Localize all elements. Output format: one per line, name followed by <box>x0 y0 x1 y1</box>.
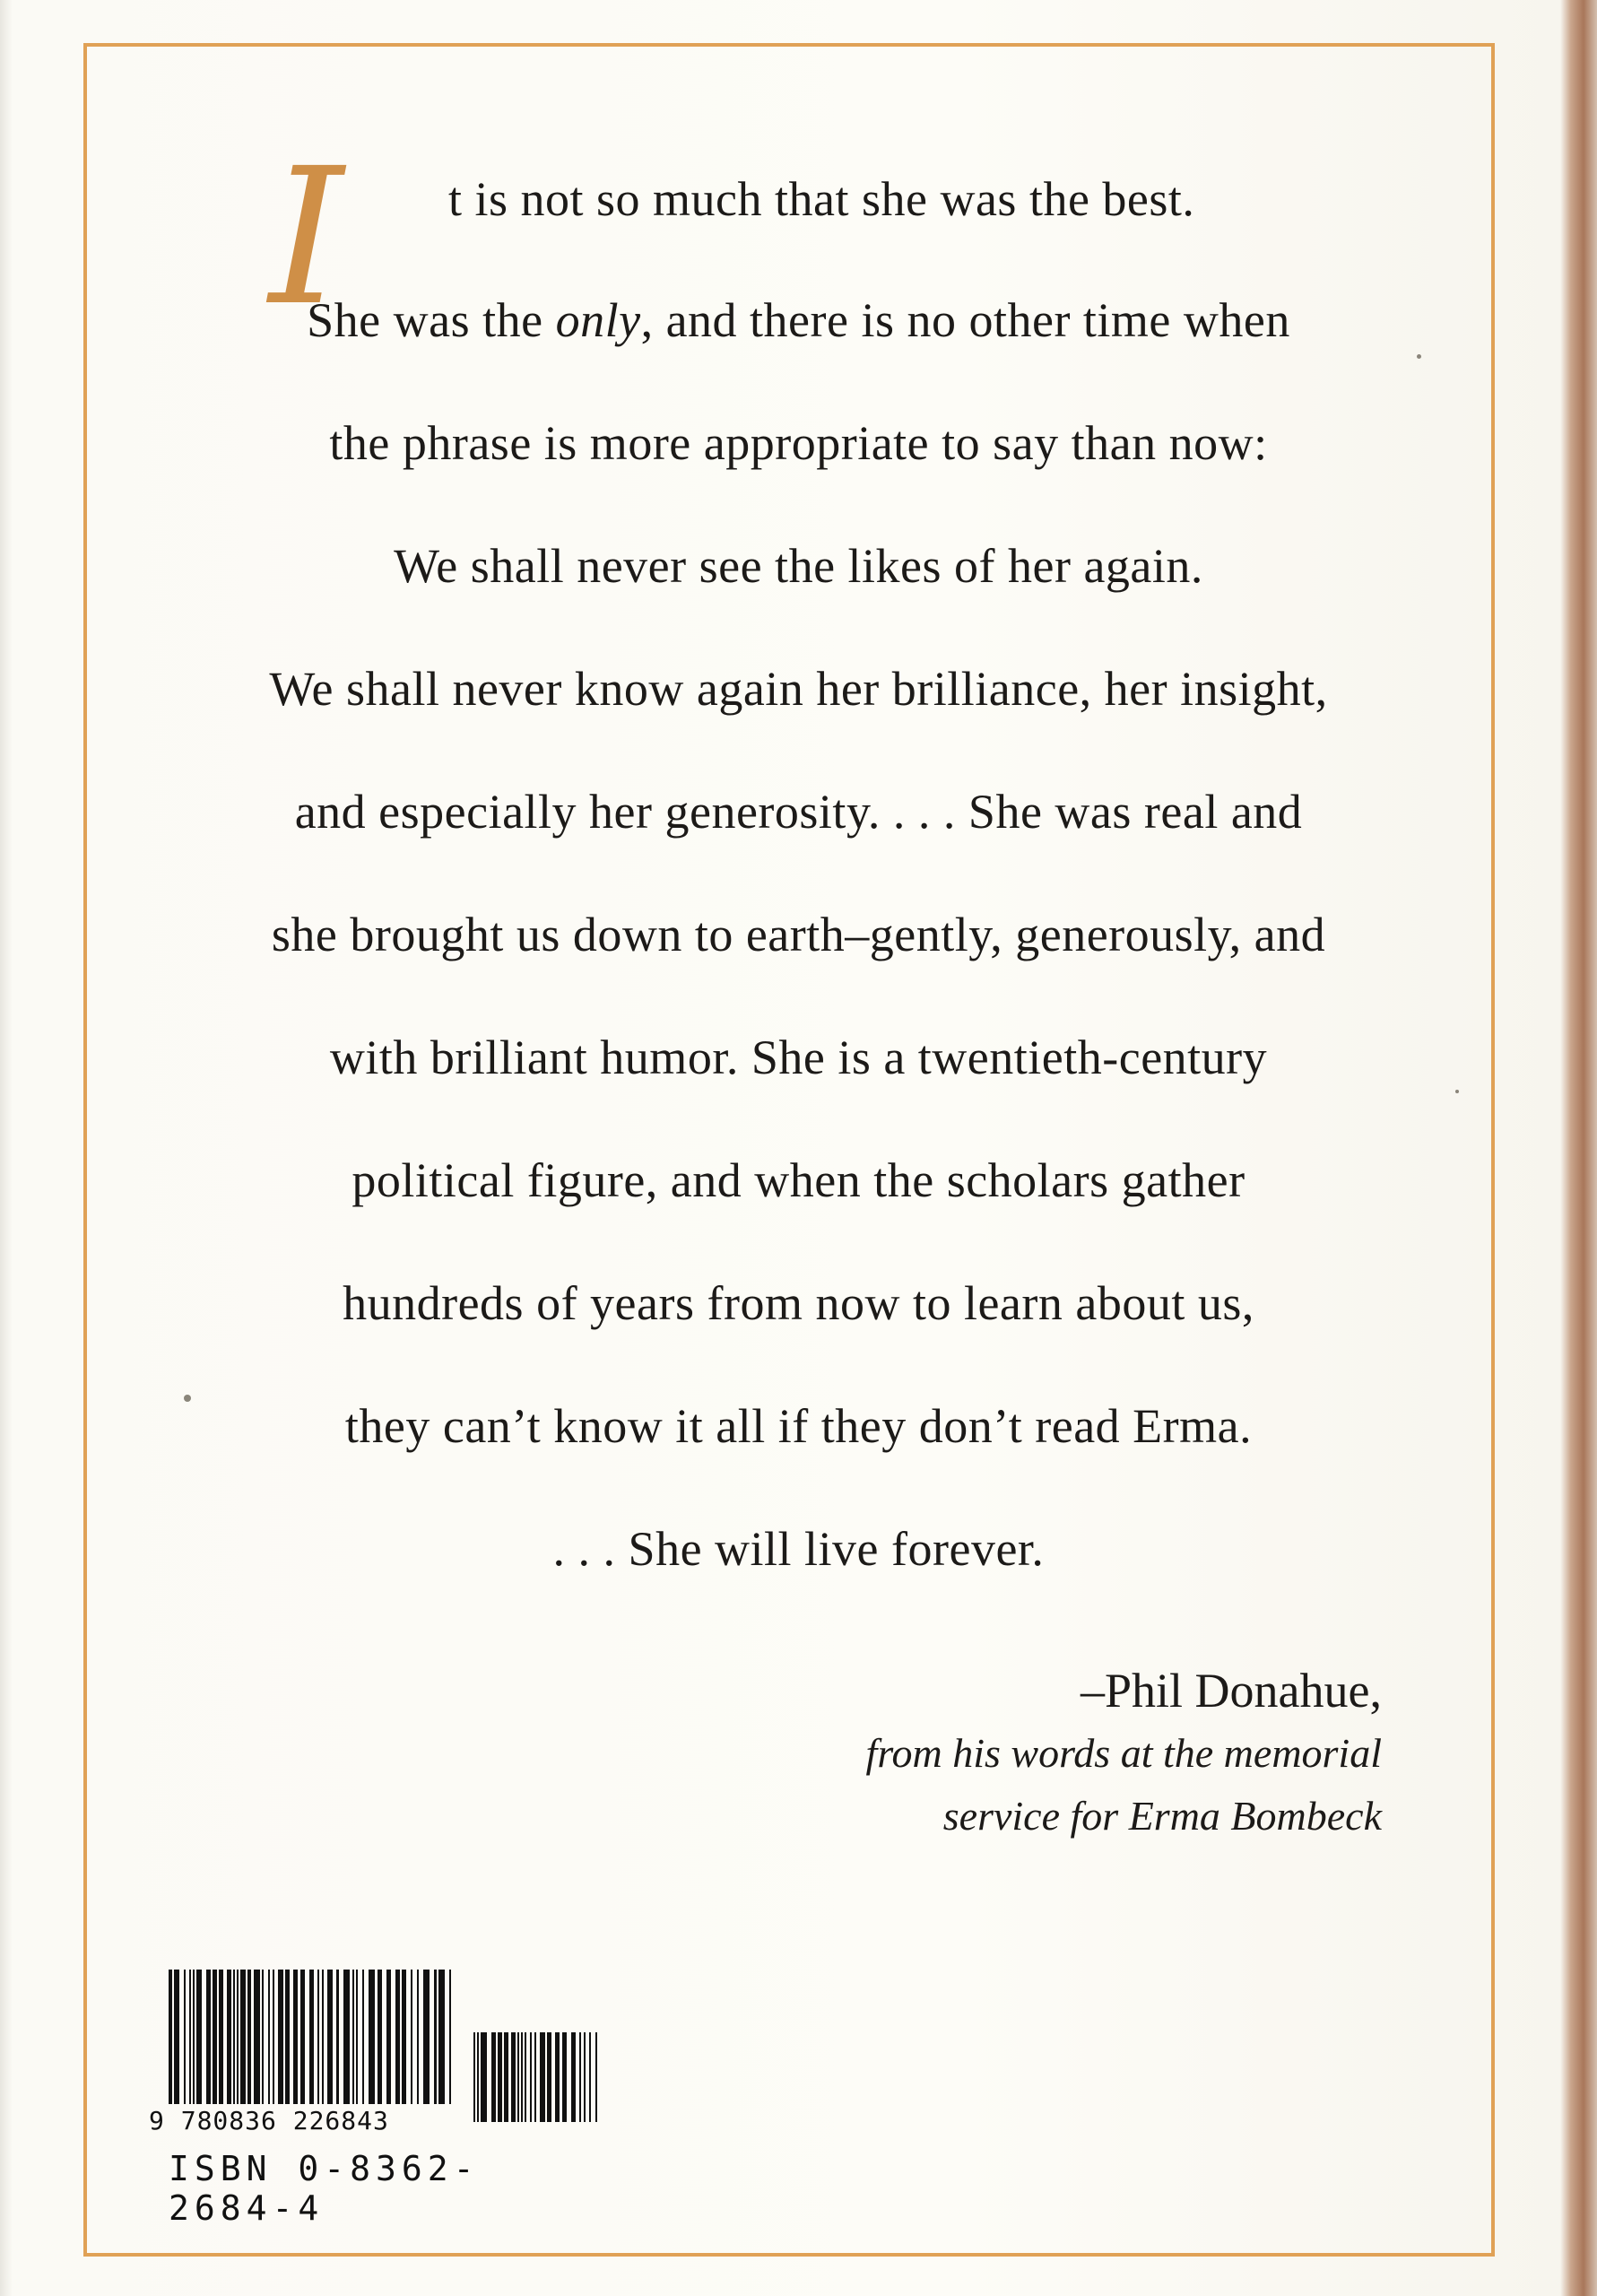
quote-line-4: We shall never see the likes of her again. <box>394 539 1203 593</box>
price-addon-barcode <box>473 2032 599 2122</box>
barcode-bar <box>449 1970 451 2104</box>
barcode-bar <box>555 2032 560 2122</box>
barcode-bar <box>285 1970 290 2104</box>
barcode-bar <box>362 1970 364 2104</box>
quote-line-7: she brought us down to earth–gently, generously, and <box>271 908 1326 961</box>
barcode-bar <box>317 1970 319 2104</box>
attribution-note-line-2: service for Erma Bombeck <box>942 1793 1382 1839</box>
barcode-bar <box>547 2032 551 2122</box>
barcode-bar <box>174 1970 180 2104</box>
barcode-bar <box>530 2032 532 2122</box>
barcode-bar <box>525 2032 526 2122</box>
author-name: –Phil Donahue, <box>1081 1664 1382 1718</box>
barcode-bar <box>219 1970 223 2104</box>
barcode-digits: 9 780836 226843 <box>149 2106 389 2135</box>
quote-line-11: they can’t know it all if they don’t read Erma. <box>344 1399 1253 1453</box>
barcode-bar <box>395 1970 400 2104</box>
barcode-bar <box>240 1970 247 2104</box>
barcode-bar <box>534 2032 536 2122</box>
barcode-bar <box>254 1970 260 2104</box>
barcode-bar <box>378 1970 382 2104</box>
barcode-bar <box>273 1970 274 2104</box>
paper-speck <box>184 1395 191 1402</box>
quote-line-2-end: , and there is no other time when <box>640 293 1290 347</box>
barcode-bar <box>491 2032 496 2122</box>
barcode-bar <box>300 1970 305 2104</box>
barcode-bar <box>336 1970 340 2104</box>
barcode-bar <box>169 1970 172 2104</box>
barcode-bar <box>343 1970 350 2104</box>
barcode-bar <box>278 1970 284 2104</box>
barcode-bar <box>584 2032 586 2122</box>
barcode-bar <box>562 2032 567 2122</box>
quote-line-5: We shall never know again her brilliance, her insight, <box>269 662 1328 716</box>
barcode-bar <box>589 2032 591 2122</box>
barcode-bar <box>206 1970 211 2104</box>
paper-speck <box>1417 354 1421 359</box>
barcode-bar <box>517 2032 519 2122</box>
drop-cap-letter: I <box>269 127 343 347</box>
quote-line-10: hundreds of years from now to learn about us, <box>343 1276 1254 1330</box>
barcode-bar <box>595 2032 597 2122</box>
barcode-block <box>142 1970 608 2228</box>
barcode-bar <box>213 1970 217 2104</box>
barcode-bar <box>417 1970 419 2104</box>
barcode-bar <box>411 1970 412 2104</box>
quote-line-9: political figure, and when the scholars gather <box>352 1153 1245 1207</box>
barcode-bar <box>262 1970 264 2104</box>
attribution-note-line-1: from his words at the memorial <box>865 1730 1382 1776</box>
barcode-bar <box>189 1970 191 2104</box>
quote-line-3: the phrase is more appropriate to say than now: <box>329 416 1268 470</box>
barcode-bar <box>293 1970 298 2104</box>
barcode-bar <box>571 2032 576 2122</box>
barcode-bar <box>402 1970 406 2104</box>
quote-line-12: . . . She will live forever. <box>552 1522 1045 1576</box>
barcode-bar <box>327 1970 334 2104</box>
barcode-bar <box>247 1970 251 2104</box>
barcode-bar <box>423 1970 430 2104</box>
barcode-bar <box>233 1970 235 2104</box>
quote-line-1: t is not so much that she was the best. <box>448 172 1195 226</box>
barcode-bar <box>237 1970 239 2104</box>
barcode-bar <box>352 1970 354 2104</box>
barcode-bar <box>193 1970 195 2104</box>
isbn-number: ISBN 0-8362-2684-4 <box>169 2149 480 2228</box>
barcode-bar <box>227 1970 231 2104</box>
barcode-bar <box>521 2032 523 2122</box>
barcode-bar <box>481 2032 487 2122</box>
barcode-bar <box>268 1970 270 2104</box>
barcode-bar <box>540 2032 546 2122</box>
barcode-bar <box>356 1970 358 2104</box>
barcode-bar <box>196 1970 203 2104</box>
barcode-bar <box>434 1970 438 2104</box>
barcode-bar <box>322 1970 324 2104</box>
barcode-bar <box>386 1970 391 2104</box>
quote-line-2 <box>0 291 1597 349</box>
barcode-bar <box>438 1970 445 2104</box>
barcode-bar <box>511 2032 516 2122</box>
barcode-bar <box>498 2032 502 2122</box>
paper-speck <box>1455 1090 1459 1093</box>
barcode-bar <box>579 2032 581 2122</box>
emphasized-word: only <box>555 293 641 347</box>
ean-barcode <box>169 1970 456 2104</box>
attribution <box>866 1659 1382 1848</box>
barcode-bar <box>504 2032 508 2122</box>
barcode-bar <box>184 1970 186 2104</box>
barcode-bar <box>477 2032 479 2122</box>
quote-line-6: and especially her generosity. . . . She was real and <box>294 785 1303 839</box>
barcode-bar <box>473 2032 475 2122</box>
quote-line-2-start: She was the <box>307 293 556 347</box>
barcode-bar <box>309 1970 314 2104</box>
quote-line-8: with brilliant humor. She is a twentieth-century <box>329 1031 1268 1084</box>
barcode-bar <box>369 1970 375 2104</box>
